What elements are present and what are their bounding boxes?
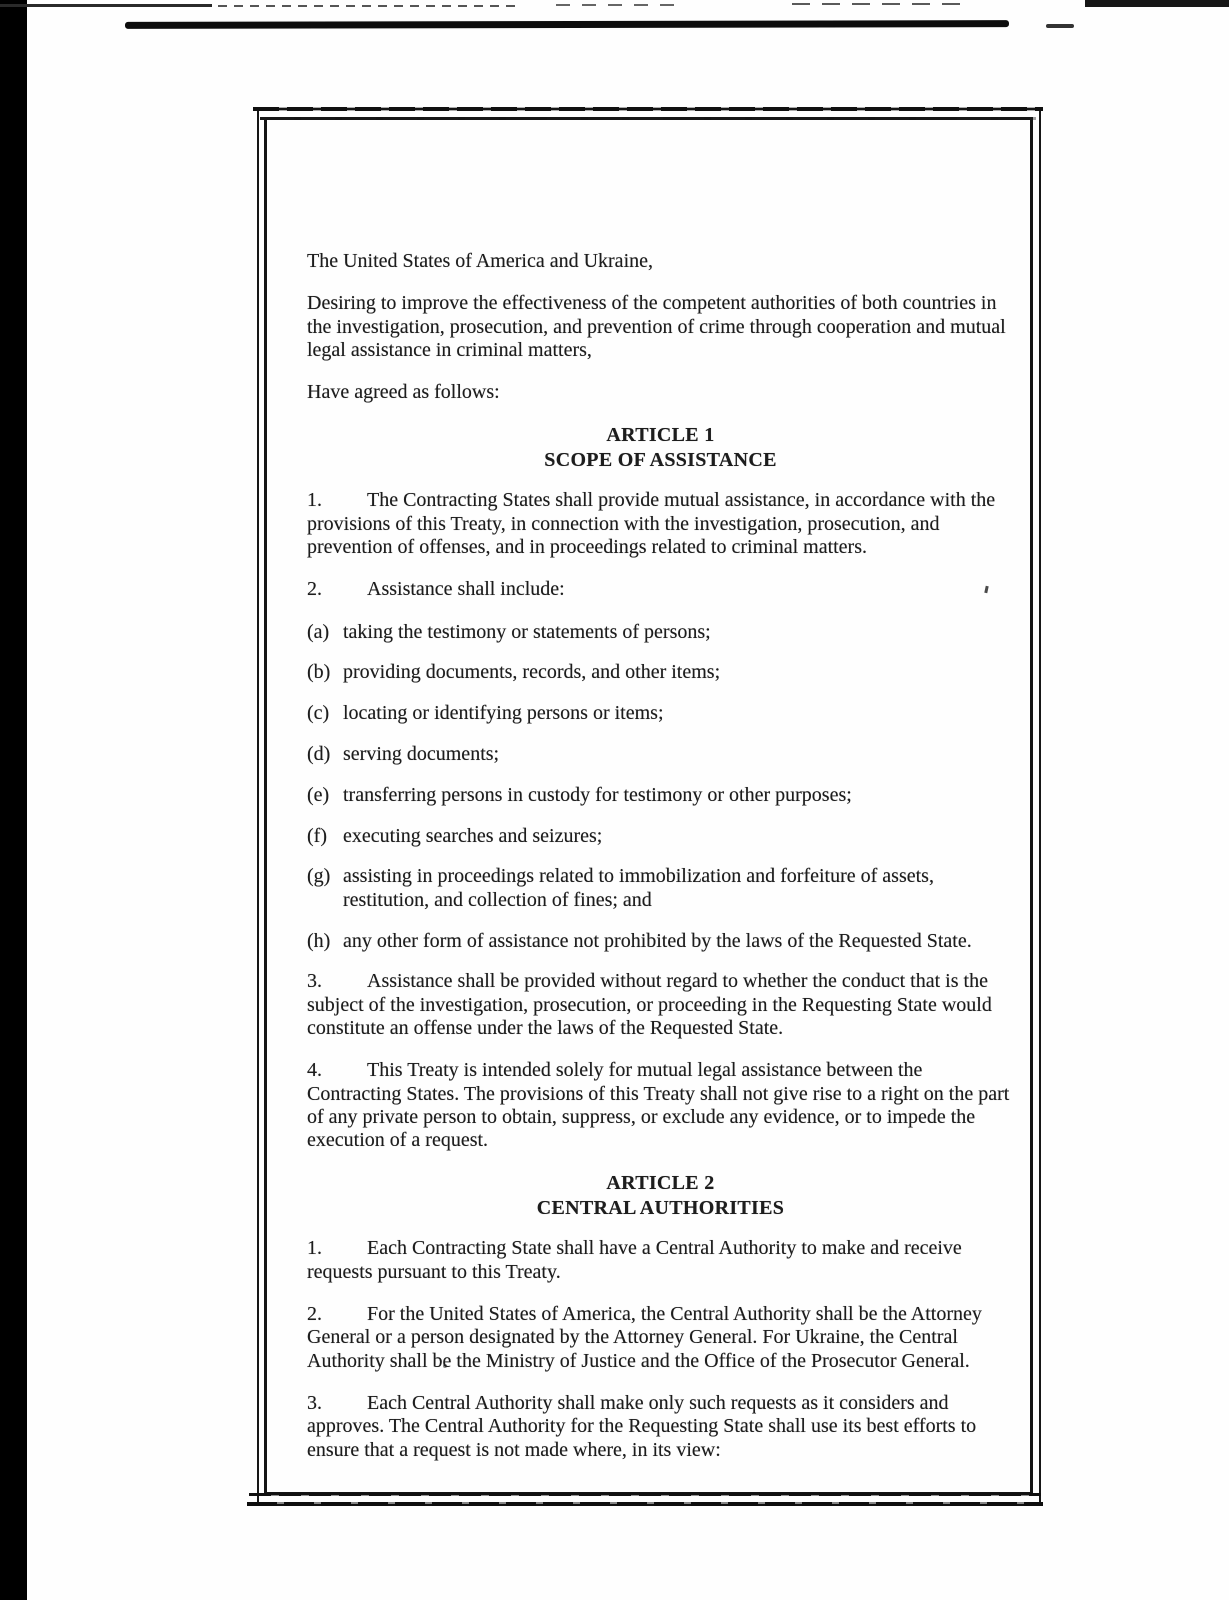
paragraph-number: 2. bbox=[307, 578, 322, 601]
article2-title: ARTICLE 2 bbox=[606, 1172, 715, 1195]
article1-heading bbox=[307, 423, 1014, 473]
paragraph-text: For the United States of America, the Central Authority shall be the Attorney General or a person designated by the Attorney General. For Ukraine, the Central Authority shall be the Ministry of Justice and the Office of the Prosecutor General. bbox=[307, 1303, 982, 1372]
list-item-text: locating or identifying persons or items; bbox=[343, 702, 664, 725]
list-item-e bbox=[307, 784, 1014, 807]
list-item-text: providing documents, records, and other items; bbox=[343, 661, 721, 684]
list-item-text: serving documents; bbox=[343, 743, 500, 766]
list-item-g bbox=[307, 865, 1014, 912]
scan-artifact-line bbox=[218, 5, 518, 7]
paragraph-text: The Contracting States shall provide mutual assistance, in accordance with the provisions of this Treaty, in connection with the investigation, prosecution, and prevention of offenses, and in proceedings related to criminal matters. bbox=[307, 489, 996, 559]
scan-artifact-line bbox=[792, 3, 972, 5]
paragraph-number: 3. bbox=[307, 1391, 322, 1414]
paragraph-number: 4. bbox=[307, 1059, 322, 1082]
article2-subtitle: CENTRAL AUTHORITIES bbox=[536, 1197, 785, 1220]
preamble-desiring-clause: Desiring to improve the effectiveness of the competent authorities of both countries in the investigation, prosecution, and prevention of crime through cooperation and mutual legal assistance in criminal matters, bbox=[307, 292, 1006, 361]
preamble-agreed-line: Have agreed as follows: bbox=[307, 381, 500, 404]
paragraph-text: Assistance shall be provided without regard to whether the conduct that is the subject of the investigation, prosecution, or proceeding in the Requesting State would constitute an offense under the laws of the Requested State. bbox=[307, 970, 992, 1039]
article1-paragraph-3 bbox=[307, 970, 1014, 1040]
scan-artifact-line bbox=[1046, 24, 1074, 28]
article1-subtitle: SCOPE OF ASSISTANCE bbox=[544, 449, 777, 472]
scan-artifact-line bbox=[249, 1493, 1041, 1496]
list-item-text: executing searches and seizures; bbox=[343, 824, 603, 847]
article2-paragraph-3 bbox=[307, 1392, 1014, 1462]
list-item-text: taking the testimony or statements of persons; bbox=[343, 620, 711, 643]
paragraph-number: 3. bbox=[307, 970, 322, 993]
list-item-a bbox=[307, 621, 1014, 644]
article2-paragraph-1 bbox=[307, 1237, 1014, 1284]
article2-paragraph-2 bbox=[307, 1303, 1014, 1373]
preamble-parties-line: The United States of America and Ukraine, bbox=[307, 250, 653, 272]
paragraph-number: 1. bbox=[307, 489, 322, 512]
paragraph-text: Each Contracting State shall have a Central Authority to make and receive requests pursuant to this Treaty. bbox=[307, 1237, 962, 1283]
list-item-label: (f) bbox=[307, 824, 327, 847]
paragraph-number: 2. bbox=[307, 1303, 322, 1326]
list-item-b bbox=[307, 661, 1014, 684]
scan-artifact-line bbox=[253, 107, 1043, 111]
list-item-d bbox=[307, 743, 1014, 766]
scan-artifact-line bbox=[556, 4, 686, 6]
scan-artifact-line bbox=[260, 117, 1036, 120]
list-item-label: (c) bbox=[307, 702, 330, 725]
article1-title: ARTICLE 1 bbox=[606, 424, 715, 447]
scan-artifact-line bbox=[125, 20, 1009, 29]
treaty-text bbox=[307, 250, 1014, 1481]
article1-paragraph-4 bbox=[307, 1059, 1014, 1152]
list-item-label: (h) bbox=[307, 929, 331, 952]
paragraph-text: Each Central Authority shall make only such requests as it considers and approves. The Central Authority for the Requesting State shall use its best efforts to ensure that a request is not made where, in its view: bbox=[307, 1391, 977, 1461]
article1-paragraph-2 bbox=[307, 578, 1014, 601]
list-item-label: (a) bbox=[307, 620, 330, 643]
article2-heading bbox=[307, 1171, 1014, 1221]
scan-edge-bar bbox=[0, 0, 27, 1600]
scan-artifact-line bbox=[1085, 0, 1229, 7]
list-item-text: assisting in proceedings related to immobilization and forfeiture of assets, restitution, and collection of fines; and bbox=[343, 865, 934, 911]
list-item-label: (e) bbox=[307, 783, 330, 806]
list-item-f bbox=[307, 825, 1014, 848]
list-item-c bbox=[307, 702, 1014, 725]
list-item-label: (b) bbox=[307, 661, 331, 684]
list-item-label: (d) bbox=[307, 743, 331, 766]
scan-artifact-line bbox=[0, 4, 212, 7]
article1-paragraph-1 bbox=[307, 489, 1014, 559]
paragraph-text: Assistance shall include: bbox=[367, 578, 565, 601]
list-item-label: (g) bbox=[307, 865, 331, 888]
scan-artifact-line bbox=[247, 1502, 1043, 1506]
list-item-text: transferring persons in custody for testimony or other purposes; bbox=[343, 783, 852, 806]
paragraph-number: 1. bbox=[307, 1237, 322, 1260]
paragraph-text: This Treaty is intended solely for mutual legal assistance between the Contracting States. The provisions of this Treaty shall not give rise to a right on the part of any private person to obtain, suppress, or exclude any evidence, or to impede the execution of a request. bbox=[307, 1059, 1010, 1152]
list-item-h bbox=[307, 930, 1014, 953]
list-item-text: any other form of assistance not prohibited by the laws of the Requested State. bbox=[343, 929, 972, 952]
